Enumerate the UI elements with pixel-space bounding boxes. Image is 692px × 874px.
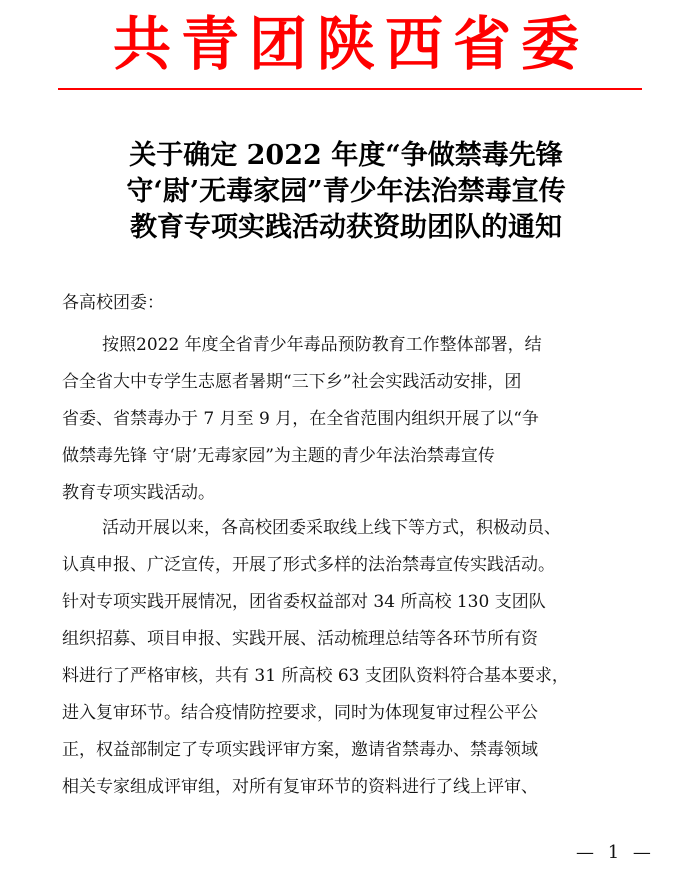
masthead-org-name: 共青团陕西省委 [112,10,589,78]
paragraph-1 [62,327,644,512]
document-title [0,138,692,246]
text-line: 料进行了严格审核，共有 31 所高校 63 支团队资料符合基本要求， [62,666,569,686]
text-line: 正，权益部制定了专项实践评审方案，邀请省禁毒办、禁毒领域 [62,740,538,760]
text-line: 按照2022 年度全省青少年毒品预防教育工作整体部署，结 [102,335,542,355]
title-line-3: 教育专项实践活动获资助团队的通知 [130,212,562,243]
text-line: 活动开展以来，各高校团委采取线上线下等方式，积极动员、 [102,518,561,538]
text-line: 教育专项实践活动。 [62,483,215,503]
text-line: 合全省大中专学生志愿者暑期“三下乡”社会实践活动安排，团 [62,372,522,392]
title-line-2: 守‘尉’无毒家园”青少年法治禁毒宣传 [126,176,566,207]
text-line: 省委、省禁毒办于 7 月至 9 月，在全省范围内组织开展了以“争 [62,409,539,429]
page-number: — 1 — [576,842,655,863]
red-divider-rule [58,88,642,90]
title-line-1: 关于确定 2022 年度“争做禁毒先锋 [129,140,563,171]
text-line: 相关专家组成评审组，对所有复审环节的资料进行了线上评审、 [62,777,538,797]
text-line: 进入复审环节。结合疫情防控要求，同时为体现复审过程公平公 [62,703,538,723]
salutation: 各高校团委： [62,293,164,313]
text-line: 组织招募、项目申报、实践开展、活动梳理总结等各环节所有资 [62,629,538,649]
paragraph-2 [62,510,644,806]
text-line: 针对专项实践开展情况，团省委权益部对 34 所高校 130 支团队 [62,592,546,612]
text-line: 认真申报、广泛宣传，开展了形式多样的法治禁毒宣传实践活动。 [62,555,555,575]
text-line: 做禁毒先锋 守‘尉’无毒家园”为主题的青少年法治禁毒宣传 [62,446,495,466]
